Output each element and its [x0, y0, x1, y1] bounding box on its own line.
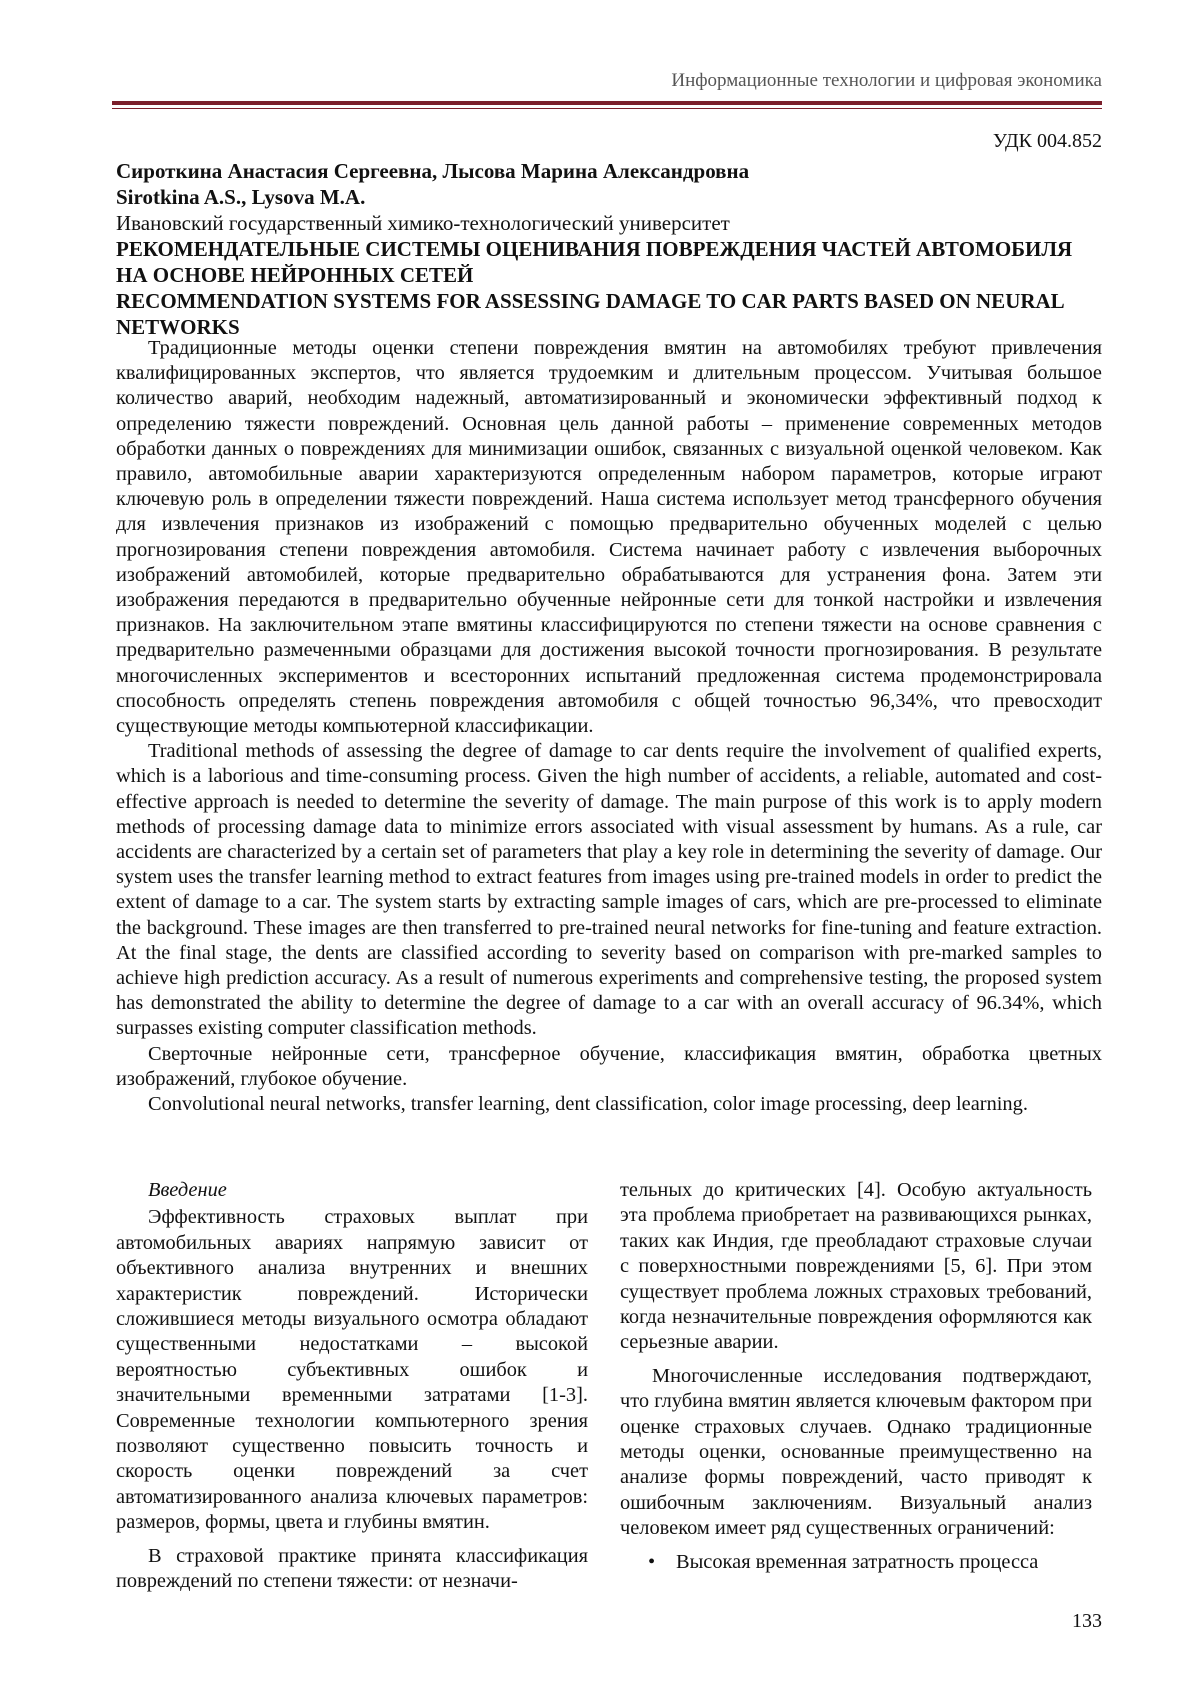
bullet-item — [620, 1550, 1092, 1575]
authors-en: Sirotkina A.S., Lysova M.A. — [116, 185, 366, 209]
running-header: Информационные технологии и цифровая экономика — [671, 70, 1102, 91]
left-paragraph-2: В страховой практике принята классификация повреждений по степени тяжести: от незначи- — [116, 1544, 588, 1593]
right-paragraph-2: Многочисленные исследования подтверждают, что глубина вмятин является ключевым фактором при оценке страховых случаев. Однако традиционные методы оценки, основанные преимущественно на анализе формы повреждений, часто приводят к ошибочным заключениям. Визуальный анализ человеком имеет ряд существенных ограничений: — [620, 1364, 1092, 1540]
page-number: 133 — [1072, 1610, 1102, 1632]
bullet-icon: • — [648, 1550, 656, 1573]
title-ru: РЕКОМЕНДАТЕЛЬНЫЕ СИСТЕМЫ ОЦЕНИВАНИЯ ПОВРЕЖДЕНИЯ ЧАСТЕЙ АВТОМОБИЛЯ НА ОСНОВЕ НЕЙРОННЫХ СЕТЕЙ — [116, 237, 1073, 287]
bullet-text: Высокая временная затратность процесса — [676, 1550, 1039, 1573]
keywords-en: Convolutional neural networks, transfer learning, dent classification, color image processing, deep learning. — [148, 1093, 1028, 1116]
article-head — [116, 158, 1102, 340]
left-column — [116, 1178, 588, 1603]
header-rule-thin — [112, 108, 1102, 109]
title-en: RECOMMENDATION SYSTEMS FOR ASSESSING DAMAGE TO CAR PARTS BASED ON NEURAL NETWORKS — [116, 289, 1064, 339]
keywords-ru: Сверточные нейронные сети, трансферное обучение, классификация вмятин, обработка цветных изображений, глубокое обучение. — [116, 1042, 1102, 1090]
affiliation: Ивановский государственный химико-технологический университет — [116, 211, 730, 235]
header-rule-thick — [112, 101, 1102, 105]
abstract-ru: Традиционные методы оценки степени повреждения вмятин на автомобилях требуют привлечения квалифицированных экспертов, что является трудоемким и длительным процессом. Учитывая большое количество аварий, необходим надежный, автоматизированный и экономически эффективный подход к определению тяжести повреждений. Основная цель данной работы – применение современных методов обработки данных о повреждениях для минимизации ошибок, связанных с визуальной оценкой человеком. Как правило, автомобильные аварии характеризуются определенным набором параметров, которые играют ключевую роль в определении тяжести повреждений. Наша система использует метод трансферного обучения для извлечения признаков из изображений с помощью предварительно обученных моделей с целью прогнозирования степени повреждения автомобиля. Система начинает работу с извлечения выборочных изображений автомобилей, которые предварительно обрабатываются для устранения фона. Затем эти изображения передаются в предварительно обученные нейронные сети для тонкой настройки и извлечения признаков. На заключительном этапе вмятины классифицируются по степени тяжести на основе сравнения с предварительно размеченными образцами для достижения высокой точности прогнозирования. В результате многочисленных экспериментов и всесторонних испытаний предложенная система продемонстрировала способность определять степень повреждения автомобиля с общей точностью 96,34%, что превосходит существующие методы компьютерной классификации. — [116, 337, 1102, 738]
abstract-en: Traditional methods of assessing the degree of damage to car dents require the involvement of qualified experts, which is a laborious and time-consuming process. Given the high number of accidents, a reliable, automated and cost-effective approach is needed to determine the severity of damage. The main purpose of this work is to apply modern methods of processing damage data to minimize errors associated with visual assessment by humans. As a rule, car accidents are characterized by a certain set of parameters that play a key role in determining the severity of damage. Our system uses the transfer learning method to extract features from images using pre-trained models in order to predict the extent of damage to a car. The system starts by extracting sample images of cars, which are pre-processed to eliminate the background. These images are then transferred to pre-trained neural networks for fine-tuning and feature extraction. At the final stage, the dents are classified according to severity based on comparison with pre-marked samples to achieve high prediction accuracy. As a result of numerous experiments and comprehensive testing, the proposed system has demonstrated the ability to determine the degree of damage to a car with an overall accuracy of 96.34%, which surpasses existing computer classification methods. — [116, 740, 1102, 1040]
right-paragraph-1: тельных до критических [4]. Особую актуальность эта проблема приобретает на развивающихся рынках, таких как Индия, где преобладают страховые случаи с поверхностными повреждениями [5, 6]. При этом существует проблема ложных страховых требований, когда незначительные повреждения оформляются как серьезные аварии. — [620, 1179, 1092, 1354]
udk-code: УДК 004.852 — [992, 130, 1102, 152]
abstract-block — [116, 336, 1102, 1117]
section-title: Введение — [148, 1179, 227, 1201]
right-column — [620, 1178, 1092, 1575]
authors-ru: Сироткина Анастасия Сергеевна, Лысова Марина Александровна — [116, 159, 750, 183]
left-paragraph-1: Эффективность страховых выплат при автомобильных авариях напрямую зависит от объективного анализа внутренних и внешних характеристик повреждений. Исторически сложившиеся методы визуального осмотра обладают существенными недостатками – высокой вероятностью субъективных ошибок и значительными временными затратами [1-3]. Современные технологии компьютерного зрения позволяют существенно повысить точность и скорость оценки повреждений за счет автоматизированного анализа ключевых параметров: размеров, формы, цвета и глубины вмятин. — [116, 1206, 588, 1534]
